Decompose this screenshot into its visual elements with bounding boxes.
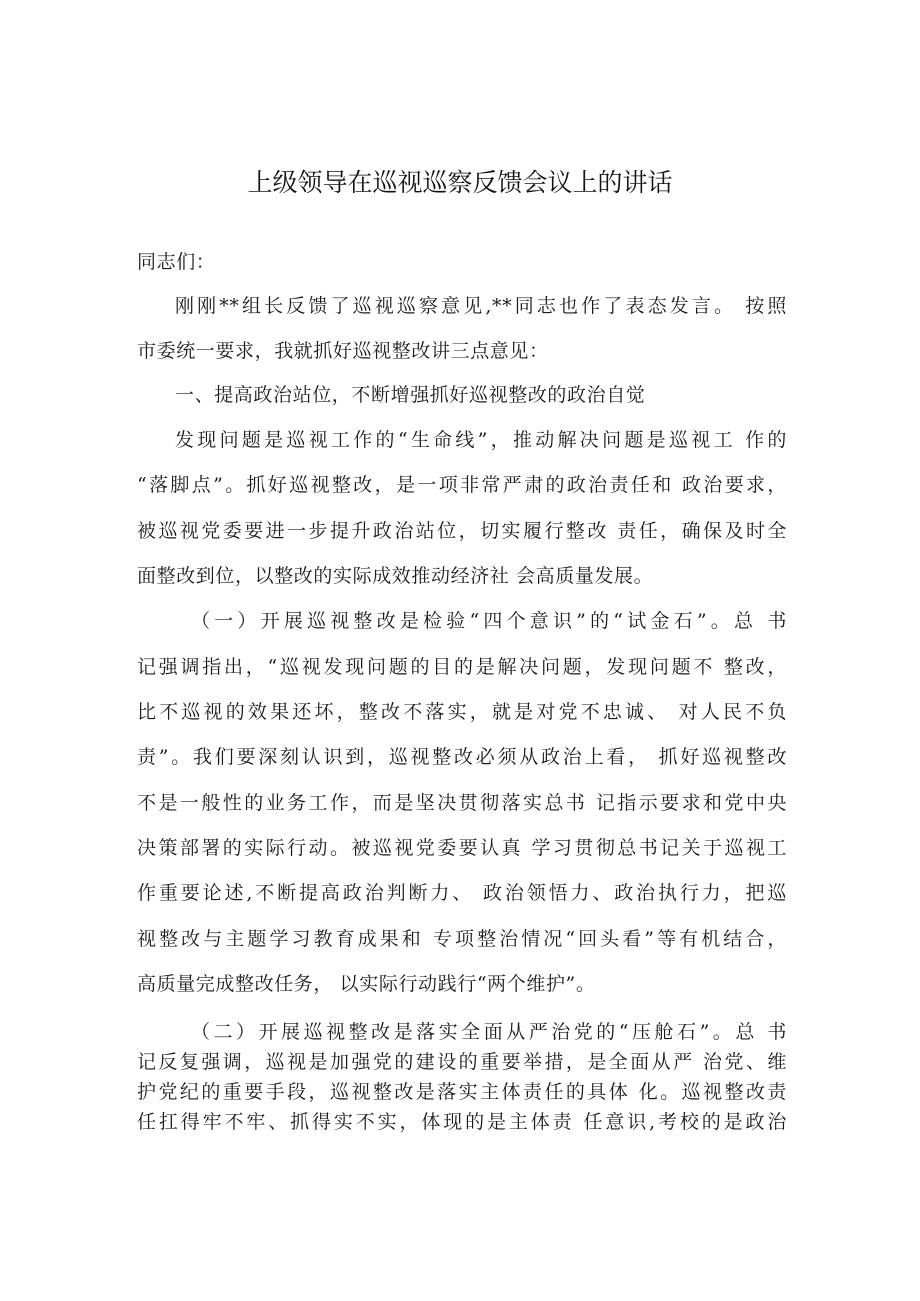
paragraph-line: 责”。我们要深刻认识到，巡视整改必须从政治上看， 抓好巡视整改 [137,746,787,768]
paragraph-line: 面整改到位，以整改的实际成效推动经济社 会高质量发展。 [137,565,654,587]
paragraph-line: 市委统一要求，我就抓好巡视整改讲三点意见： [137,340,549,362]
paragraph-line: 发现问题是巡视工作的“生命线”，推动解决问题是巡视工 作的 [175,429,787,451]
paragraph-line: 刚刚**组长反馈了巡视巡察意见,**同志也作了表态发言。 按照 [175,295,787,317]
paragraph-line: 任扛得牢不牢、抓得实不实，体现的是主体责 任意识,考校的是政治 [137,1111,787,1133]
paragraph-line: 决策部署的实际行动。被巡视党委要认真 学习贯彻总书记关于巡视工 [137,837,787,859]
salutation: 同志们： [137,251,216,273]
section-heading: 一、提高政治站位，不断增强抓好巡视整改的政治自觉 [175,384,646,406]
paragraph-line: 护党纪的重要手段，巡视整改是落实主体责任的具体 化。巡视整改责 [137,1081,787,1103]
paragraph-line: 高质量完成整改任务， 以实际行动践行“两个维护”。 [137,973,596,995]
paragraph-line: 被巡视党委要进一步提升政治站位，切实履行整改 责任，确保及时全 [137,520,787,542]
paragraph-line: 比不巡视的效果还坏，整改不落实，就是对党不忠诚、 对人民不负 [137,701,787,723]
paragraph-line: 记反复强调，巡视是加强党的建设的重要举措，是全面从严 治党、维 [137,1051,787,1073]
paragraph-line: 记强调指出，“巡视发现问题的目的是解决问题，发现问题不 整改， [137,656,787,678]
subsection-heading-line: （二）开展巡视整改是落实全面从严治党的“压舱石”。总 书 [191,1021,787,1043]
paragraph-line: “落脚点”。抓好巡视整改，是一项非常严肃的政治责任和 政治要求， [137,474,787,496]
document-title: 上级领导在巡视巡察反馈会议上的讲话 [247,168,673,197]
subsection-heading-line: （一）开展巡视整改是检验“四个意识”的“试金石”。总 书 [191,610,787,632]
paragraph-line: 作重要论述,不断提高政治判断力、 政治领悟力、政治执行力，把巡 [137,882,787,904]
paragraph-line: 不是一般性的业务工作，而是坚决贯彻落实总书 记指示要求和党中央 [137,792,787,814]
paragraph-line: 视整改与主题学习教育成果和 专项整治情况“回头看”等有机结合， [137,928,787,950]
